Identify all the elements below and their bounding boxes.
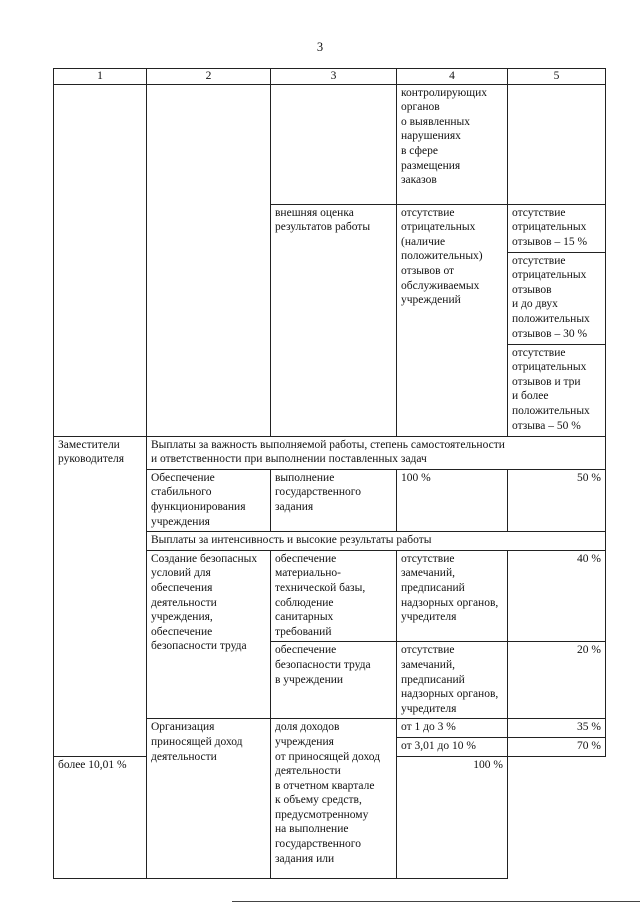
cell-text-line: руководителя xyxy=(58,453,125,466)
cell-text-line: учреждения xyxy=(275,735,334,748)
cell-text-line: Обеспечение xyxy=(151,471,215,484)
income-range-1: от 1 до 3 % xyxy=(397,719,508,738)
cell-text-line: обеспечение xyxy=(151,625,213,638)
cell-text-line: от приносящей доход xyxy=(275,750,381,763)
cell-text-line: деятельности xyxy=(151,596,217,609)
cell-text-line: учреждений xyxy=(401,294,461,307)
cell-text-line: отсутствие xyxy=(512,346,566,359)
external-option-1 xyxy=(508,204,606,252)
section-title-intensity: Выплаты за интенсивность и высокие результаты работы xyxy=(147,532,606,551)
safety-criteria-1 xyxy=(271,550,397,642)
cell-text-line: задания или xyxy=(275,852,335,865)
cell-text-line: отзывов xyxy=(512,283,552,296)
cell-text-line: отрицательных xyxy=(401,221,476,234)
deputies-position-cell xyxy=(54,436,147,756)
table-row xyxy=(54,436,606,469)
cell-text-line: отрицательных xyxy=(512,269,587,282)
section-title-importance xyxy=(147,436,606,469)
cell-text-line: контролирующих xyxy=(401,86,488,99)
cell-text-line: Выплаты за важность выполняемой работы, степень самостоятельности xyxy=(151,438,505,451)
cell-text-line: доля доходов xyxy=(275,721,340,734)
cell-text-line: Создание безопасных xyxy=(151,552,258,565)
cell-text-line: функционирования xyxy=(151,500,246,513)
cell-text-line: стабильного xyxy=(151,486,212,499)
cell-text-line: безопасности труда xyxy=(275,658,371,671)
cell-text-line: государственного xyxy=(275,838,361,851)
external-option-3 xyxy=(508,344,606,436)
header-col-3: 3 xyxy=(271,69,397,85)
cell-text-line: безопасности труда xyxy=(151,640,247,653)
cell-text-line: обслуживаемых xyxy=(401,279,480,292)
cell-text-line: замечаний, xyxy=(401,658,455,671)
cell-text-line: отсутствие xyxy=(401,644,455,657)
income-range-3: более 10,01 % xyxy=(54,756,147,878)
cell-text-line: и до двух xyxy=(512,298,558,311)
cell-text-line: замечаний, xyxy=(401,567,455,580)
cell-text-line: о выявленных xyxy=(401,115,470,128)
cell-text-line: отзывов и три xyxy=(512,375,581,388)
cell-text-line: отрицательных xyxy=(512,221,587,234)
cell-text-line: к объему средств, xyxy=(275,794,362,807)
cell-text-line: материально- xyxy=(275,567,341,580)
cell-text-line: задания xyxy=(275,500,314,513)
cell-text-line: деятельности xyxy=(275,765,341,778)
empty-criteria-cell xyxy=(271,84,397,204)
header-col-5: 5 xyxy=(508,69,606,85)
external-option-2 xyxy=(508,252,606,344)
safety-condition-1 xyxy=(397,550,508,642)
cell-text-line: и более xyxy=(512,390,549,403)
income-criteria-cell xyxy=(271,719,397,878)
cell-text-line: отрицательных xyxy=(512,361,587,374)
cell-text-line: положительных) xyxy=(401,250,483,263)
cell-text-line: требований xyxy=(275,625,332,638)
header-col-2: 2 xyxy=(147,69,271,85)
cell-text-line: предписаний xyxy=(401,673,465,686)
cell-text-line: Заместители xyxy=(58,438,120,451)
cell-text-line: государственного xyxy=(275,486,361,499)
stable-indicator-cell xyxy=(147,469,271,531)
cell-text-line: в отчетном квартале xyxy=(275,779,375,792)
cell-text-line: учредителя xyxy=(401,702,457,715)
income-value-2: 70 % xyxy=(508,737,606,756)
cell-text-line: учредителя xyxy=(401,611,457,624)
cell-text-line: обеспечение xyxy=(275,644,337,657)
cell-text-line: на выполнение xyxy=(275,823,349,836)
cell-text-line: отсутствие xyxy=(512,206,566,219)
external-assessment-cell xyxy=(271,204,397,436)
cell-text-line: заказов xyxy=(401,174,437,187)
cell-text-line: и ответственности при выполнении поставленных задач xyxy=(151,453,427,466)
safety-value-1: 40 % xyxy=(508,550,606,642)
empty-position-cell xyxy=(54,84,147,436)
empty-value-cell xyxy=(508,84,606,204)
cell-text-line: технической базы, xyxy=(275,581,366,594)
cell-text-line: приносящей доход xyxy=(151,735,243,748)
table-row xyxy=(54,84,606,204)
cell-text-line: деятельности xyxy=(151,750,217,763)
header-col-1: 1 xyxy=(54,69,147,85)
empty-indicator-cell xyxy=(147,84,271,436)
cell-text-line: отзывов – 15 % xyxy=(512,235,588,248)
cell-text-line: предусмотренному xyxy=(275,808,369,821)
bottom-rule xyxy=(232,901,640,902)
cell-text-line: отзывов – 30 % xyxy=(512,327,588,340)
safety-criteria-2 xyxy=(271,642,397,719)
cell-text-line: Организация xyxy=(151,721,215,734)
cell-text-line: результатов работы xyxy=(275,221,371,234)
header-col-4: 4 xyxy=(397,69,508,85)
cell-text-line: предписаний xyxy=(401,581,465,594)
cell-text-line: учреждения xyxy=(151,515,210,528)
cell-text-line: выполнение xyxy=(275,471,335,484)
cell-text-line: в учреждении xyxy=(275,673,344,686)
table-header-row xyxy=(54,69,606,85)
cell-text-line: нарушениях xyxy=(401,130,461,143)
cell-text-line: обеспечения xyxy=(151,581,213,594)
stable-value-cell: 50 % xyxy=(508,469,606,531)
cell-text-line: соблюдение xyxy=(275,596,334,609)
cell-text-line: учреждения, xyxy=(151,611,213,624)
cell-text-line: положительных xyxy=(512,404,590,417)
payments-table xyxy=(53,68,606,879)
safety-indicator-cell xyxy=(147,550,271,719)
cell-text-line: отзыва – 50 % xyxy=(512,419,581,432)
cell-text-line: надзорных органов, xyxy=(401,688,499,701)
cell-text-line: обеспечение xyxy=(275,552,337,565)
safety-condition-2 xyxy=(397,642,508,719)
cell-text-line: условий для xyxy=(151,567,211,580)
cell-text-line: отсутствие xyxy=(401,552,455,565)
cell-text-line: надзорных органов, xyxy=(401,596,499,609)
stable-criteria-cell xyxy=(271,469,397,531)
cell-text-line: положительных xyxy=(512,312,590,325)
safety-value-2: 20 % xyxy=(508,642,606,719)
cell-text-line: органов xyxy=(401,101,440,114)
income-range-2: от 3,01 до 10 % xyxy=(397,737,508,756)
income-indicator-cell xyxy=(147,719,271,878)
cell-text-line: отзывов от xyxy=(401,264,455,277)
cell-text-line: отсутствие xyxy=(401,206,455,219)
income-value-1: 35 % xyxy=(508,719,606,738)
control-violations-cell xyxy=(397,84,508,204)
cell-text-line: внешняя оценка xyxy=(275,206,354,219)
cell-text-line: (наличие xyxy=(401,235,446,248)
page-number: 3 xyxy=(316,40,324,54)
cell-text-line: отсутствие xyxy=(512,254,566,267)
income-value-3: 100 % xyxy=(397,756,508,878)
cell-text-line: санитарных xyxy=(275,611,334,624)
cell-text-line: размещения xyxy=(401,159,461,172)
external-condition-cell xyxy=(397,204,508,436)
stable-condition-cell: 100 % xyxy=(397,469,508,531)
cell-text-line: в сфере xyxy=(401,144,438,157)
